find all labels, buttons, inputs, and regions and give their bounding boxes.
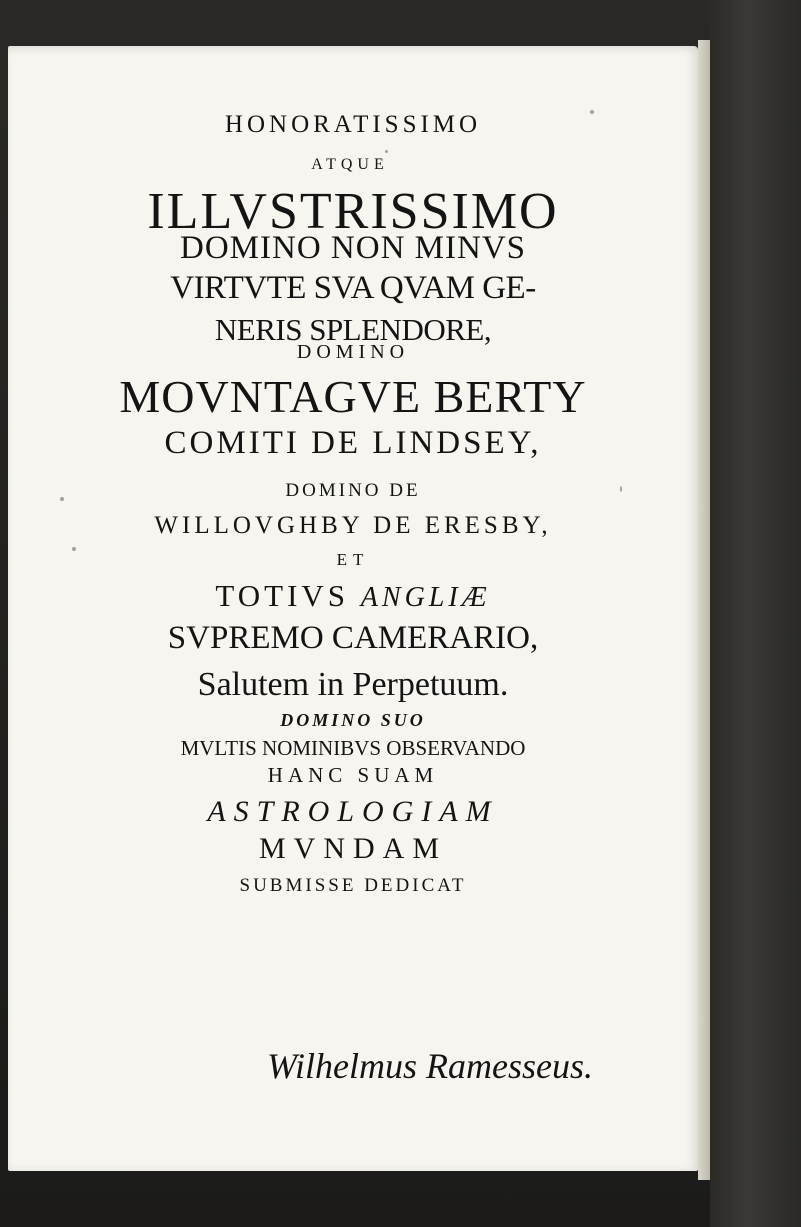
- page-edge: [698, 40, 710, 1180]
- line-comiti-de-lindsey: COMITI DE LINDSEY,: [164, 425, 542, 461]
- line-virtvte: VIRTVTE SVA QVAM GE-: [170, 270, 536, 306]
- line-domino-non-minvs: DOMINO NON MINVS: [180, 230, 526, 266]
- word-totivs: TOTIVS: [215, 578, 350, 613]
- line-domino-suo: DOMINO SUO: [280, 710, 426, 730]
- line-et: ET: [336, 550, 370, 569]
- line-salutem: Salutem in Perpetuum.: [197, 666, 509, 703]
- line-willovghby: WILLOVGHBY DE ERESBY,: [154, 512, 552, 539]
- line-mvltis-nominibvs: MVLTIS NOMINIBVS OBSERVANDO: [180, 736, 526, 760]
- print-speck: [590, 110, 594, 114]
- line-svpremo-camerario: SVPREMO CAMERARIO,: [167, 620, 539, 656]
- line-atque: ATQUE: [311, 156, 389, 173]
- line-movntagve-berty: MOVNTAGVE BERTY: [119, 371, 587, 422]
- word-angliae: ANGLIÆ: [360, 582, 491, 613]
- adjacent-scan-area: [710, 0, 801, 1227]
- print-speck: [620, 486, 622, 492]
- line-astrologiam: ASTROLOGIAM: [207, 795, 499, 828]
- line-illvstrissimo: ILLVSTRISSIMO: [147, 183, 559, 240]
- line-hanc-suam: HANC SUAM: [267, 763, 439, 787]
- line-totivs-angliae: [8, 580, 698, 612]
- print-speck: [60, 497, 64, 501]
- line-neris-splendore: NERIS SPLENDORE,: [214, 312, 492, 347]
- line-mvndam: MVNDAM: [258, 832, 447, 865]
- print-speck: [72, 547, 76, 551]
- signature: Wilhelmus Ramesseus.: [267, 1046, 593, 1086]
- print-speck: [385, 150, 388, 153]
- line-domino: DOMINO: [296, 341, 410, 363]
- line-domino-de: DOMINO DE: [285, 480, 421, 501]
- line-honoratissimo: HONORATISSIMO: [224, 111, 482, 138]
- line-submisse-dedicat: SUBMISSE DEDICAT: [239, 875, 467, 896]
